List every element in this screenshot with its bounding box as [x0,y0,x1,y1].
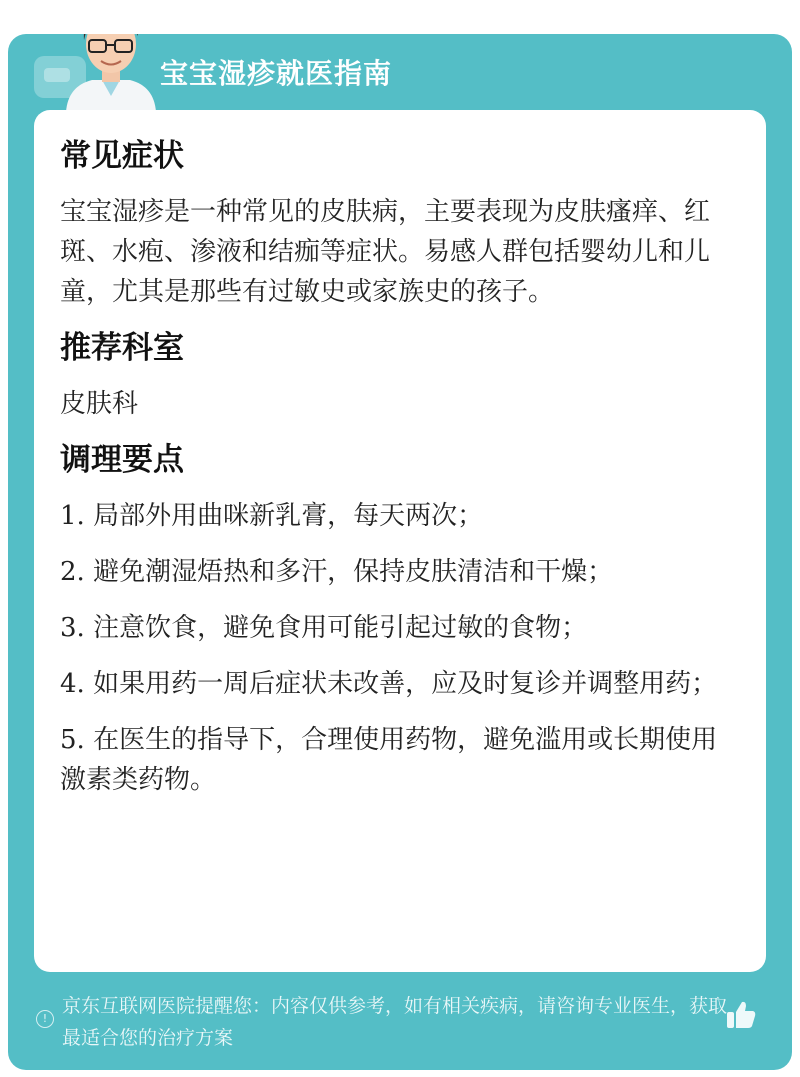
header [8,34,792,112]
list-item-number: 3. [60,613,85,643]
care-title: 调理要点 [60,442,184,478]
list-item [60,720,740,800]
thumbs-up-icon[interactable] [724,998,758,1032]
list-item-text: 避免潮湿焐热和多汗，保持皮肤清洁和干燥； [93,557,614,587]
disclaimer-text: 京东互联网医院提醒您：内容仅供参考，如有相关疾病，请咨询专业医生，获取最适合您的治疗方案 [62,995,728,1049]
list-item-text: 注意饮食，避免食用可能引起过敏的食物； [93,613,588,643]
list-item-number: 5. [60,725,85,755]
symptoms-title: 常见症状 [60,138,184,174]
page-title: 宝宝湿疹就医指南 [160,57,393,90]
list-item [60,608,740,648]
list-item-text: 在医生的指导下，合理使用药物，避免滥用或长期使用激素类药物。 [60,725,718,795]
list-item-text: 如果用药一周后症状未改善，应及时复诊并调整用药； [93,669,718,699]
guide-frame [8,34,792,1070]
symptoms-body: 宝宝湿疹是一种常见的皮肤病，主要表现为皮肤瘙痒、红斑、水疱、渗液和结痂等症状。易感人群包括婴幼儿和儿童，尤其是那些有过敏史或家族史的孩子。 [60,197,711,307]
footer [8,980,792,1070]
list-item-number: 1. [60,501,85,531]
list-item [60,496,740,536]
info-icon: ! [36,1010,54,1028]
list-item-number: 4. [60,669,85,699]
list-item [60,664,740,704]
content-card [34,110,766,972]
list-item [60,552,740,592]
doctor-avatar [56,34,166,112]
list-item-text: 局部外用曲咪新乳膏，每天两次； [93,501,484,531]
department-title: 推荐科室 [60,330,184,366]
list-item-number: 2. [60,557,85,587]
department-body: 皮肤科 [60,389,139,419]
